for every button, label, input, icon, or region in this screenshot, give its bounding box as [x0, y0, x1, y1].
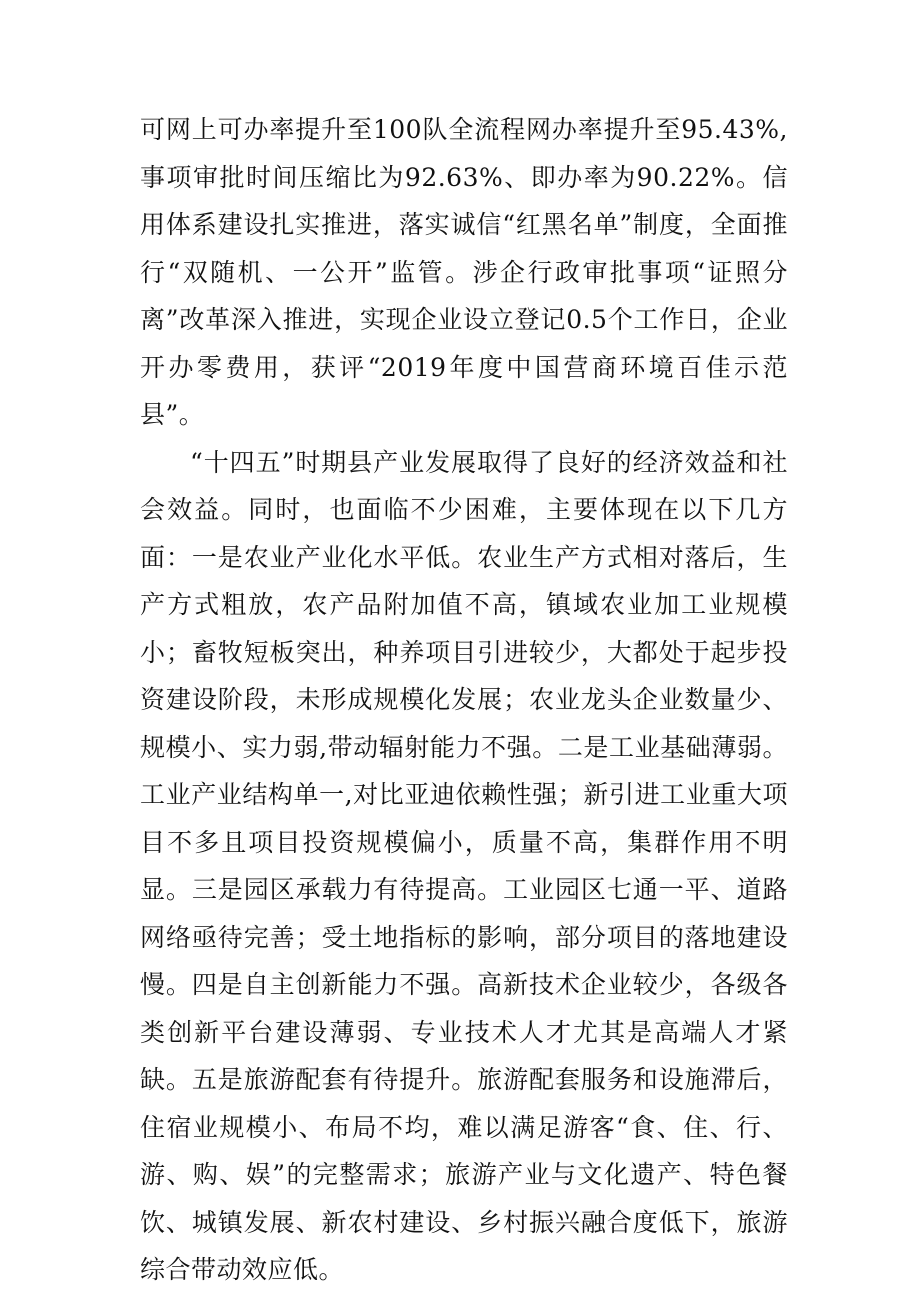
document-page [140, 106, 788, 1294]
paragraph-1: 可网上可办率提升至100队全流程网办率提升至95.43%,事项审批时间压缩比为92.63%、即办率为90.22%。信用体系建设扎实推进，落实诚信“红黑名单”制度，全面推行“双随机、一公开”监管。涉企行政审批事项“证照分离”改革深入推进，实现企业设立登记0.5个工作日，企业开办零费用，获评“2019年度中国营商环境百佳示范县”。 [140, 115, 788, 429]
paragraph-2: “十四五”时期县产业发展取得了良好的经济效益和社会效益。同时，也面临不少困难，主要体现在以下几方面：一是农业产业化水平低。农业生产方式相对落后，生产方式粗放，农产品附加值不高，镇域农业加工业规模小；畜牧短板突出，种养项目引进较少，大都处于起步投资建设阶段，未形成规模化发展；农业龙头企业数量少、规模小、实力弱,带动辐射能力不强。二是工业基础薄弱。工业产业结构单一,对比亚迪依赖性强；新引进工业重大项目不多且项目投资规模偏小，质量不高，集群作用不明显。三是园区承载力有待提高。工业园区七通一平、道路网络亟待完善；受土地指标的影响，部分项目的落地建设慢。四是自主创新能力不强。高新技术企业较少，各级各类创新平台建设薄弱、专业技术人才尤其是高端人才紧缺。五是旅游配套有待提升。旅游配套服务和设施滞后，住宿业规模小、布局不均，难以满足游客“食、住、行、游、购、娱”的完整需求；旅游产业与文化遗产、特色餐饮、城镇发展、新农村建设、乡村振兴融合度低下，旅游综合带动效应低。 [140, 447, 788, 1284]
